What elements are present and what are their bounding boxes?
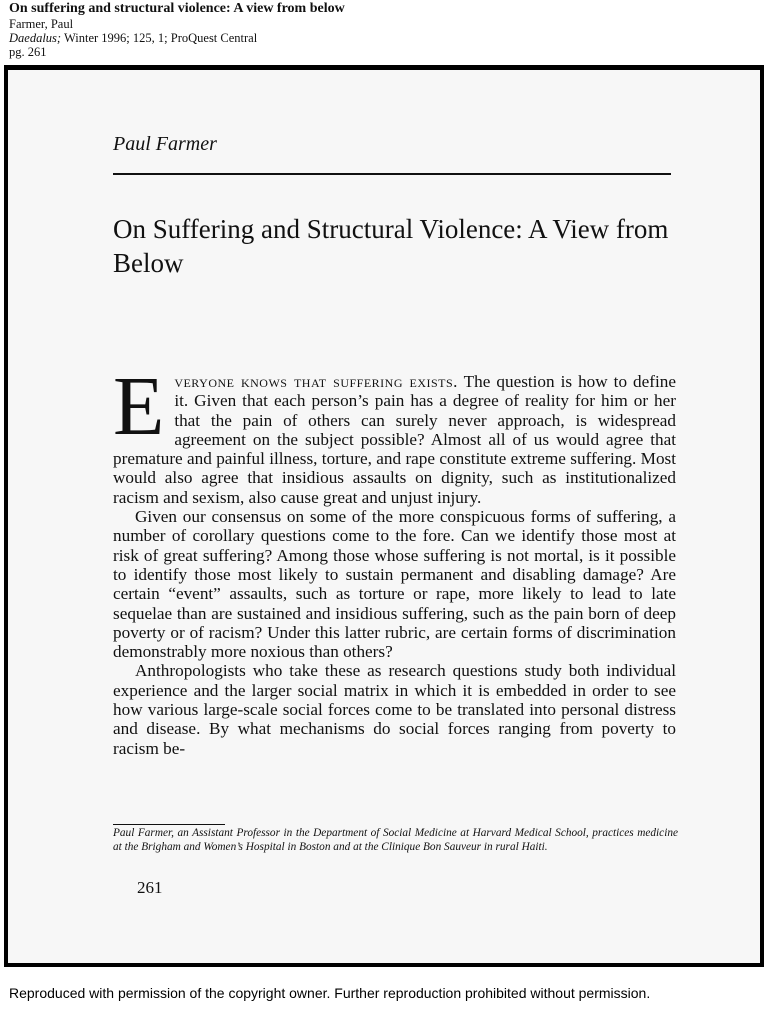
article-author: Paul Farmer xyxy=(113,133,217,155)
citation-page: pg. 261 xyxy=(9,45,47,59)
article-body xyxy=(113,360,676,758)
footnote-rule xyxy=(113,824,225,825)
title-rule xyxy=(113,173,671,175)
paragraph-2: Given our consensus on some of the more conspicuous forms of suffering, a number of corollary questions come to the fore. Can we identify those most at risk of great suffering? Among those whose suffering is not mortal, is it possible to identify those most likely to sustain permanent and disabling damage? Are certain “event” assaults, such as torture or rape, more likely to lead to late sequelae than are sustained and insidious suffering, such as the pain born of deep poverty or of racism? Under this latter rubric, are certain forms of discrimination demonstrably more noxious than others? xyxy=(113,507,676,662)
citation-journal: Daedalus; xyxy=(9,31,62,45)
page-number: 261 xyxy=(137,878,163,897)
citation-author: Farmer, Paul xyxy=(9,17,74,31)
permission-notice: Reproduced with permission of the copyright owner. Further reproduction prohibited without permission. xyxy=(9,985,651,1001)
citation-source xyxy=(9,31,345,45)
citation-issue: Winter 1996; 125, 1; ProQuest Central xyxy=(61,31,258,45)
paragraph-1 xyxy=(113,360,676,507)
lead-in-smallcaps: veryone knows that suffering exists. xyxy=(174,372,458,391)
article-title: On Suffering and Structural Violence: A View from Below xyxy=(113,214,669,278)
paragraph-3: Anthropologists who take these as research questions study both individual experience and the larger social matrix in which it is embedded in order to see how various large-scale social forces come to be translated into personal distress and disease. By what mechanisms do social forces ranging from poverty to racism be- xyxy=(113,661,676,758)
author-footnote: Paul Farmer, an Assistant Professor in the Department of Social Medicine at Harvard Medical School, practices medicine at the Brigham and Women’s Hospital in Boston and at the Clinique Bon Sauveur in rural Haiti. xyxy=(113,827,678,853)
drop-cap: E xyxy=(113,360,165,453)
citation-header xyxy=(9,1,345,59)
citation-title: On suffering and structural violence: A view from below xyxy=(9,1,345,16)
paragraph-1-text: The question is how to define it. Given that each person’s pain has a degree of reality for him or her that the pain of others can surely never approach, is widespread agreement on the subject possible? Almost all of us would agree that premature and painful illness, torture, and rape constitute extreme suffering. Most would also agree that insidious assaults on dignity, such as institutionalized racism and sexism, also cause great and unjust injury. xyxy=(113,372,676,507)
